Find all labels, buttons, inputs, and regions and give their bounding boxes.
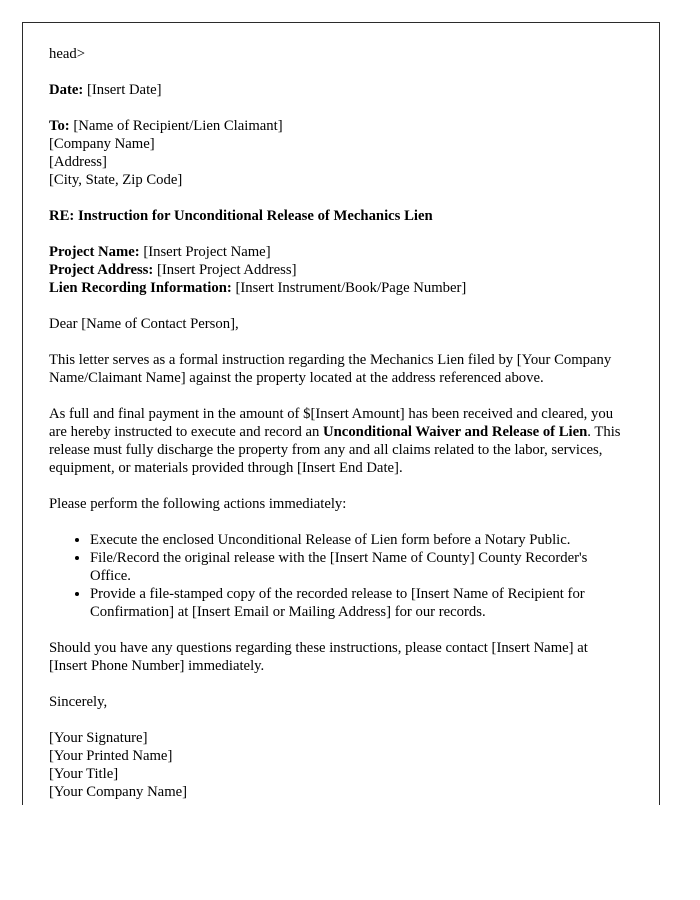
recipient-label: To: xyxy=(49,118,70,134)
payment-text-part-1: As full and final payment in the amount of $[Insert Amount] has been received and cleared, you are hereby instructed to execute and record an xyxy=(49,406,614,440)
project-address-line xyxy=(49,261,627,279)
action-list xyxy=(49,531,627,621)
letter-body xyxy=(49,45,627,801)
recipient-name-line xyxy=(49,117,627,135)
recipient-company: [Company Name] xyxy=(49,136,155,152)
project-details-block xyxy=(49,243,627,297)
date-label: Date: xyxy=(49,82,84,98)
signature-block xyxy=(49,729,627,801)
recipient-city-state-zip: [City, State, Zip Code] xyxy=(49,172,183,188)
lien-recording-value: [Insert Instrument/Book/Page Number] xyxy=(235,280,467,296)
closing-salutation: Sincerely, xyxy=(49,694,108,710)
recipient-block xyxy=(49,117,627,189)
stray-html-fragment: head> xyxy=(49,46,86,62)
date-block xyxy=(49,81,627,99)
recipient-name: [Name of Recipient/Lien Claimant] xyxy=(73,118,283,134)
project-address-value: [Insert Project Address] xyxy=(156,262,297,278)
document-page xyxy=(22,22,660,805)
paragraph-payment xyxy=(49,405,627,477)
list-item: • Provide a file-stamped copy of the recorded release to [Insert Name of Recipient for Confirmation] at [Insert Email or Mailing Address] for our records. xyxy=(90,585,627,621)
company-name-placeholder: [Your Company Name] xyxy=(49,784,188,800)
date-value: [Insert Date] xyxy=(86,82,162,98)
lien-recording-line xyxy=(49,279,627,297)
list-item: • Execute the enclosed Unconditional Release of Lien form before a Notary Public. xyxy=(90,531,627,549)
project-name-line xyxy=(49,243,627,261)
actions-intro: Please perform the following actions immediately: xyxy=(49,496,347,512)
recipient-address: [Address] xyxy=(49,154,107,170)
title-placeholder: [Your Title] xyxy=(49,766,119,782)
re-subject-heading: RE: Instruction for Unconditional Release of Mechanics Lien xyxy=(49,208,433,224)
project-name-label: Project Name: xyxy=(49,244,140,260)
paragraph-intro: This letter serves as a formal instruction regarding the Mechanics Lien filed by [Your Company Name/Claimant Name] against the property located at the address referenced above. xyxy=(49,352,612,386)
release-type-emphasis: Unconditional Waiver and Release of Lien xyxy=(323,424,588,440)
signature-placeholder: [Your Signature] xyxy=(49,730,148,746)
list-item: • File/Record the original release with the [Insert Name of County] County Recorder's Office. xyxy=(90,549,627,585)
paragraph-contact: Should you have any questions regarding these instructions, please contact [Insert Name] at [Insert Phone Number] immediately. xyxy=(49,640,588,674)
project-name-value: [Insert Project Name] xyxy=(143,244,271,260)
lien-recording-label: Lien Recording Information: xyxy=(49,280,232,296)
payment-text-part-2: . This release must fully discharge the property from any and all claims related to the labor, services, equipment, or materials provided through [Insert End Date]. xyxy=(49,424,621,476)
printed-name-placeholder: [Your Printed Name] xyxy=(49,748,173,764)
project-address-label: Project Address: xyxy=(49,262,154,278)
salutation: Dear [Name of Contact Person], xyxy=(49,316,239,332)
